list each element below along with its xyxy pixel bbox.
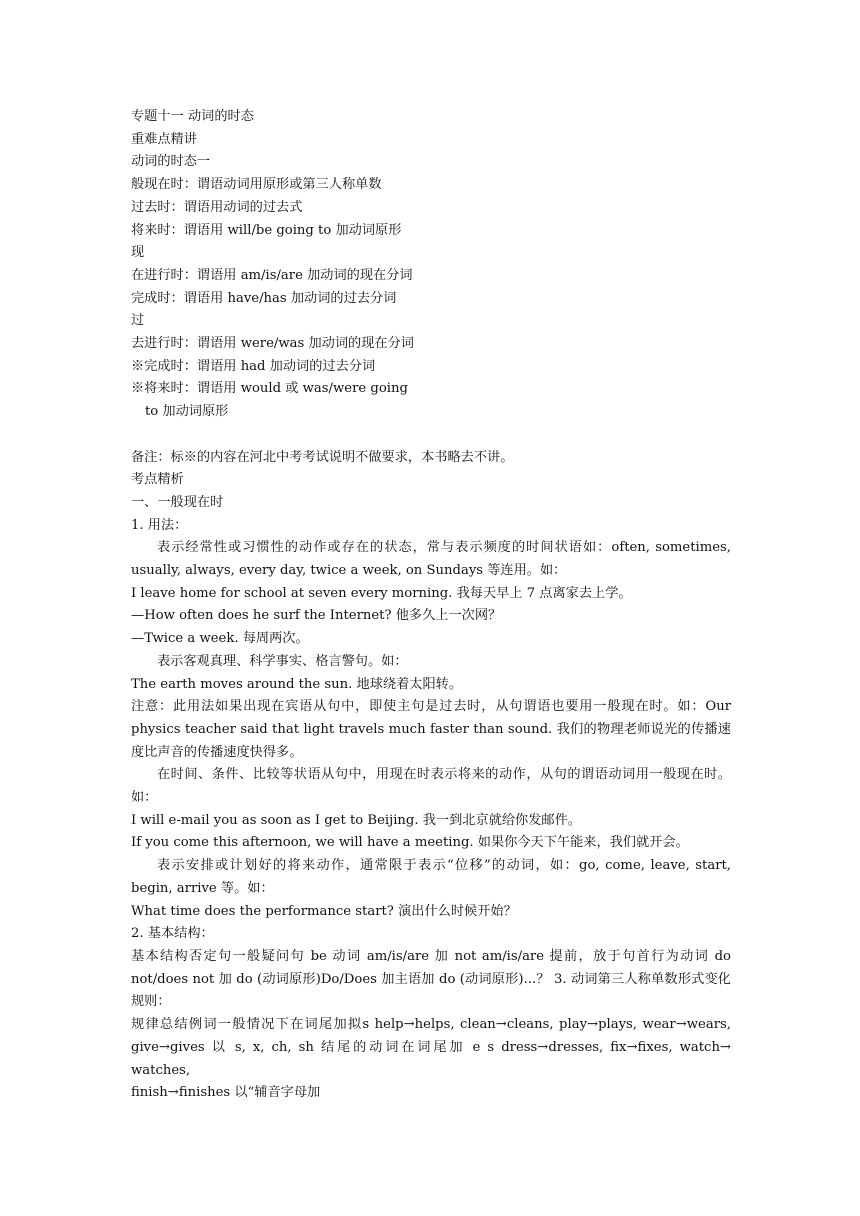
text-line: 在进行时：谓语用 am/is/are 加动词的现在分词 <box>131 267 413 283</box>
text-line: 将来时：谓语用 will/be going to 加动词原形 <box>131 222 402 238</box>
text-line: 表示客观真理、科学事实、格言警句。如： <box>157 653 408 669</box>
text-line: ※完成时：谓语用 had 加动词的过去分词 <box>131 358 376 374</box>
text-line: ※将来时：谓语用 would 或 was/were going <box>131 381 408 397</box>
blank-line <box>131 424 731 447</box>
paragraph: 表示经常性或习惯性的动作或存在的状态，常与表示频度的时间状语如：often, sometimes, usually, always, every day, twice a week, on Sundays 等连用。如： <box>131 540 731 579</box>
paragraph: 注意：此用法如果出现在宾语从句中，即使主句是过去时，从句谓语也要用一般现在时。如：Our physics teacher said that light travels much faster than sound. 我们的物理老师说光的传播速度比声音的传播速度快得多。 <box>131 699 731 760</box>
example-line: I will e-mail you as soon as I get to Beijing. 我一到北京就给你发邮件。 <box>131 812 581 828</box>
text-line: to 加动词原形 <box>145 404 229 420</box>
note-line: 备注：标※的内容在河北中考考试说明不做要求，本书略去不讲。 <box>131 449 514 465</box>
paragraph: 表示安排或计划好的将来动作，通常限于表示“位移”的动词，如：go, come, leave, start, begin, arrive 等。如： <box>131 858 731 896</box>
item-heading: 1. 用法： <box>131 517 188 533</box>
example-line: What time does the performance start? 演出什么时候开始？ <box>131 903 517 919</box>
text-line: 般现在时：谓语动词用原形或第三人称单数 <box>131 177 382 193</box>
text-line: 完成时：谓语用 have/has 加动词的过去分词 <box>131 290 397 306</box>
text-line: 过 <box>131 313 145 329</box>
text-line: 过去时：谓语用动词的过去式 <box>131 199 303 215</box>
paragraph: 规律总结例词一般情况下在词尾加拟s help→helps, clean→cleans, play→plays, wear→wears, give→gives 以 s, x, ch, sh 结尾的动词在词尾加 e s dress→dresses, fix→fixes, watch→ watches, <box>131 1017 731 1078</box>
text-line: 动词的时态一 <box>131 154 211 170</box>
paragraph: 基本结构否定句一般疑问句 be 动词 am/is/are 加 not am/is/are 提前，放于句首行为动词 do not/does not 加 do (动词原形)Do/Does 加主语加 do (动词原形)...？ 3. 动词第三人称单数形式变化规则： <box>131 949 731 1010</box>
example-line: —Twice a week. 每周两次。 <box>131 631 309 647</box>
text-line: 去进行时：谓语用 were/was 加动词的现在分词 <box>131 336 414 352</box>
text-line: finish→finishes 以“辅音字母加 <box>131 1085 321 1101</box>
document-body <box>131 106 731 1105</box>
subsection-heading: 一、一般现在时 <box>131 494 224 510</box>
paragraph: 在时间、条件、比较等状语从句中，用现在时表示将来的动作，从句的谓语动词用一般现在时。如： <box>131 767 731 806</box>
example-line: I leave home for school at seven every morning. 我每天早上 7 点离家去上学。 <box>131 585 632 601</box>
example-line: —How often does he surf the Internet? 他多久上一次网？ <box>131 608 502 624</box>
example-line: If you come this afternoon, we will have a meeting. 如果你今天下午能来，我们就开会。 <box>131 835 689 851</box>
topic-title: 专题十一 动词的时态 <box>131 109 254 124</box>
section-heading: 重难点精讲 <box>131 131 197 147</box>
example-line: The earth moves around the sun. 地球绕着太阳转。 <box>131 676 463 692</box>
item-heading: 2. 基本结构： <box>131 926 214 942</box>
text-line: 现 <box>131 245 145 261</box>
section-heading: 考点精析 <box>131 472 184 488</box>
